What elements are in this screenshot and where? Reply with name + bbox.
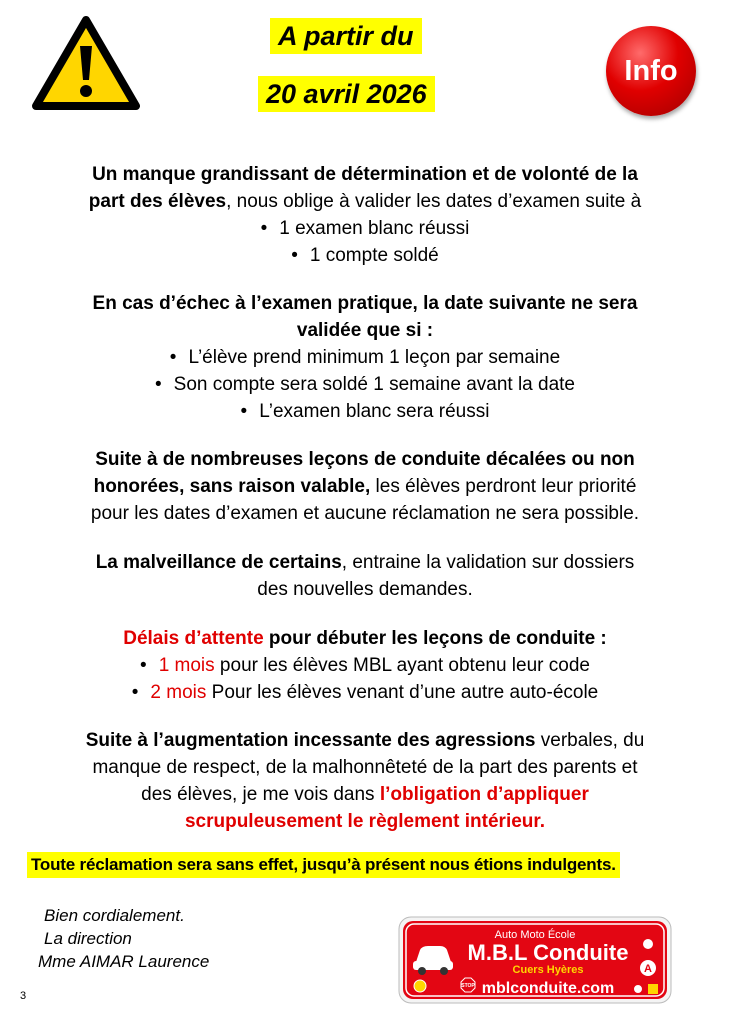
signature-line-3: Mme AIMAR Laurence [38,952,210,971]
mbl-conduite-logo [398,916,672,1004]
p6-rest1: verbales, du [535,730,645,751]
stop-sign-icon [461,978,475,992]
logo-cities: Cuers Hyères [512,964,584,976]
no-entry-icon [633,984,643,994]
list-item: • L’examen blanc sera réussi [20,398,710,425]
p4-rest1: , entraine la validation sur dossiers [341,552,635,573]
p1-bold-line1: Un manque grandissant de détermination et de volonté de la [92,164,638,185]
p5-red-bold: Délais d’attente [123,628,264,649]
logo-badge-a: A [644,963,652,975]
p2-bold-line2: validée que si : [296,320,434,341]
info-badge-label: Info [624,54,678,87]
p1-rest: , nous oblige à valider les dates d’examen suite à [226,191,642,212]
p1-bold-line2: part des élèves [88,191,227,212]
signature [38,904,209,973]
list-item [20,652,710,679]
stop-sign-text: STOP [461,983,475,989]
list-item: • Son compte sera soldé 1 semaine avant la date [20,371,710,398]
p5-bold-rest: pour débuter les leçons de conduite : [263,628,607,649]
page-number: 3 [20,990,27,1002]
p3-rest2: pour les dates d’examen et aucune réclamation ne sera possible. [90,503,640,524]
paragraph-exam-failure [20,290,710,425]
p3-bold-line2: honorées, sans raison valable, [93,476,371,497]
title-line-1: A partir du [270,18,422,54]
p2-bold-line1: En cas d’échec à l’examen pratique, la date suivante ne sera [92,293,638,314]
paragraph-agressions [20,727,710,835]
p6-bold: Suite à l’augmentation incessante des agressions [85,730,536,751]
p3-rest1: les élèves perdront leur priorité [370,476,637,497]
list-item: • L’élève prend minimum 1 leçon par semaine [20,344,710,371]
signature-line-2: La direction [44,929,132,948]
paragraph-malveillance [20,549,710,603]
info-badge [606,26,696,116]
logo-top-text: Auto Moto École [494,929,576,941]
p6-red2: scrupuleusement le règlement intérieur. [184,811,546,832]
list-item [20,679,710,706]
delay-1-value: 1 mois [158,655,215,676]
p4-rest2: des nouvelles demandes. [257,579,473,600]
list-item: • 1 examen blanc réussi [20,215,710,242]
id-badge-icon [643,939,653,949]
p6-red1: l’obligation d’appliquer [379,784,589,805]
paragraph-delais [20,625,710,706]
logo-name: M.B.L Conduite [467,940,629,965]
title-line-2: 20 avril 2026 [258,76,435,112]
p3-bold-line1: Suite à de nombreuses leçons de conduite décalées ou non [95,449,635,470]
delay-2-text: Pour les élèves venant d’une autre auto-école [206,682,599,703]
ja-badge-icon [648,984,658,994]
p4-bold: La malveillance de certains [95,552,342,573]
warning-triangle-icon [30,14,142,114]
warning-sign-icon [414,980,426,992]
paragraph-lessons-priority [20,446,710,527]
paragraph-validation [20,161,710,269]
p6-line2: manque de respect, de la malhonnêteté de la part des parents et [92,757,638,778]
list-item: • 1 compte soldé [20,242,710,269]
signature-line-1: Bien cordialement. [44,906,185,925]
a-badge-icon [640,960,656,976]
p6-line3-start: des élèves, je me vois dans [141,784,380,805]
logo-url: mblconduite.com [481,980,615,997]
delay-1-text: pour les élèves MBL ayant obtenu leur code [214,655,590,676]
delay-2-value: 2 mois [150,682,207,703]
footer-notice: Toute réclamation sera sans effet, jusqu’à présent nous étions indulgents. [27,852,620,878]
